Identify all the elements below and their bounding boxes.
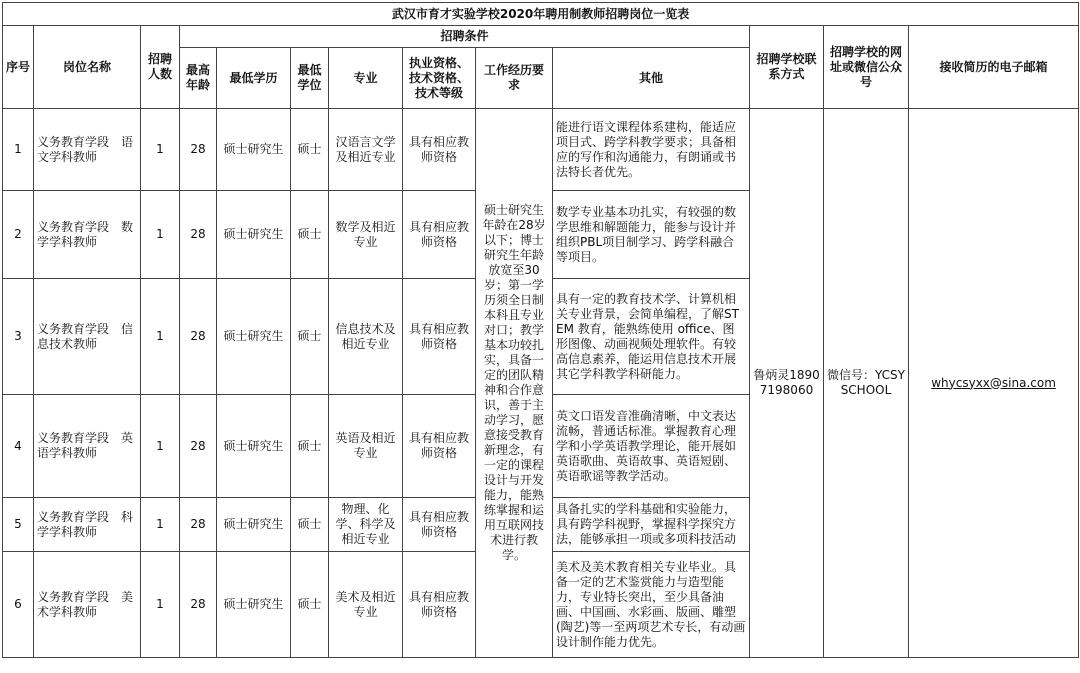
cell-major: 物理、化学、科学及相近专业 <box>329 498 403 552</box>
cell-no: 5 <box>3 498 34 552</box>
cell-no: 2 <box>3 191 34 279</box>
cell-max-age: 28 <box>180 395 217 498</box>
header-qualification: 执业资格、技术资格、技术等级 <box>403 48 476 109</box>
cell-education: 硕士研究生 <box>217 552 291 658</box>
cell-other: 美术及美术教育相关专业毕业。具备一定的艺术鉴赏能力与造型能力，专业特长突出，至少具备油画、中国画、水彩画、版画、雕塑(陶艺)等一至两项艺术专长，有动画设计制作能力优先。 <box>553 552 750 658</box>
cell-major: 信息技术及相近专业 <box>329 279 403 395</box>
header-other: 其他 <box>553 48 750 109</box>
table-title: 武汉市育才实验学校2020年聘用制教师招聘岗位一览表 <box>3 3 1079 26</box>
header-max-age: 最高年龄 <box>180 48 217 109</box>
header-conditions: 招聘条件 <box>180 26 750 48</box>
cell-position: 义务教育学段 数学学科教师 <box>34 191 141 279</box>
cell-degree: 硕士 <box>291 191 329 279</box>
header-website: 招聘学校的网址或微信公众号 <box>824 26 909 109</box>
header-email: 接收简历的电子邮箱 <box>909 26 1079 109</box>
header-education: 最低学历 <box>217 48 291 109</box>
cell-degree: 硕士 <box>291 395 329 498</box>
cell-degree: 硕士 <box>291 552 329 658</box>
cell-position: 义务教育学段 英语学科教师 <box>34 395 141 498</box>
header-contact: 招聘学校联系方式 <box>750 26 824 109</box>
cell-education: 硕士研究生 <box>217 395 291 498</box>
cell-major: 数学及相近专业 <box>329 191 403 279</box>
cell-count: 1 <box>141 109 180 191</box>
cell-contact-shared: 鲁炳灵18907198060 <box>750 109 824 658</box>
cell-position: 义务教育学段 美术学科教师 <box>34 552 141 658</box>
cell-max-age: 28 <box>180 279 217 395</box>
cell-position: 义务教育学段 科学学科教师 <box>34 498 141 552</box>
cell-qualification: 具有相应教师资格 <box>403 552 476 658</box>
cell-max-age: 28 <box>180 191 217 279</box>
cell-other: 英文口语发音准确清晰，中文表达流畅，普通话标准。掌握教育心理学和小学英语教学理论，能开展如英语歌曲、英语故事、英语短剧、英语歌谣等教学活动。 <box>553 395 750 498</box>
cell-no: 1 <box>3 109 34 191</box>
header-degree: 最低学位 <box>291 48 329 109</box>
cell-max-age: 28 <box>180 552 217 658</box>
cell-count: 1 <box>141 279 180 395</box>
cell-no: 3 <box>3 279 34 395</box>
cell-count: 1 <box>141 191 180 279</box>
cell-other: 具备扎实的学科基础和实验能力，具有跨学科视野，掌握科学探究方法，能够承担一项或多项科技活动 <box>553 498 750 552</box>
cell-major: 英语及相近专业 <box>329 395 403 498</box>
table-row <box>3 109 1079 191</box>
cell-website-shared: 微信号：YCSYSCHOOL <box>824 109 909 658</box>
cell-qualification: 具有相应教师资格 <box>403 109 476 191</box>
cell-qualification: 具有相应教师资格 <box>403 279 476 395</box>
header-major: 专业 <box>329 48 403 109</box>
cell-major: 美术及相近专业 <box>329 552 403 658</box>
cell-other: 具有一定的教育技术学、计算机相关专业背景，会简单编程，了解STEM 教育，能熟练使用 office、图形图像、动画视频处理软件。有较高信息素养，能运用信息技术开展其它学科教学科研能力。 <box>553 279 750 395</box>
cell-degree: 硕士 <box>291 109 329 191</box>
cell-count: 1 <box>141 498 180 552</box>
cell-qualification: 具有相应教师资格 <box>403 498 476 552</box>
header-count: 招聘人数 <box>141 26 180 109</box>
cell-qualification: 具有相应教师资格 <box>403 191 476 279</box>
header-no: 序号 <box>3 26 34 109</box>
recruitment-table <box>2 2 1079 658</box>
cell-other: 数学专业基本功扎实，有较强的数学思维和解题能力，能参与设计并组织PBL项目制学习、跨学科融合等项目。 <box>553 191 750 279</box>
cell-degree: 硕士 <box>291 279 329 395</box>
cell-other: 能进行语文课程体系建构，能适应项目式、跨学科教学要求；具备相应的写作和沟通能力，有朗诵或书法特长者优先。 <box>553 109 750 191</box>
header-experience: 工作经历要求 <box>476 48 553 109</box>
cell-education: 硕士研究生 <box>217 498 291 552</box>
cell-experience-shared: 硕士研究生年龄在28岁以下；博士研究生年龄放宽至30岁；第一学历须全日制本科且专业对口；教学基本功较扎实，具备一定的团队精神和合作意识，善于主动学习，愿意接受教育新理念，有一定的课程设计与开发能力，能熟练掌握和运用互联网技术进行教学。 <box>476 109 553 658</box>
header-position: 岗位名称 <box>34 26 141 109</box>
cell-count: 1 <box>141 395 180 498</box>
cell-max-age: 28 <box>180 109 217 191</box>
cell-position: 义务教育学段 语文学科教师 <box>34 109 141 191</box>
email-link[interactable]: whycsyxx@sina.com <box>909 109 1079 658</box>
cell-education: 硕士研究生 <box>217 191 291 279</box>
cell-education: 硕士研究生 <box>217 109 291 191</box>
cell-max-age: 28 <box>180 498 217 552</box>
cell-no: 4 <box>3 395 34 498</box>
cell-major: 汉语言文学及相近专业 <box>329 109 403 191</box>
cell-qualification: 具有相应教师资格 <box>403 395 476 498</box>
cell-degree: 硕士 <box>291 498 329 552</box>
cell-no: 6 <box>3 552 34 658</box>
cell-education: 硕士研究生 <box>217 279 291 395</box>
cell-count: 1 <box>141 552 180 658</box>
cell-position: 义务教育学段 信息技术教师 <box>34 279 141 395</box>
